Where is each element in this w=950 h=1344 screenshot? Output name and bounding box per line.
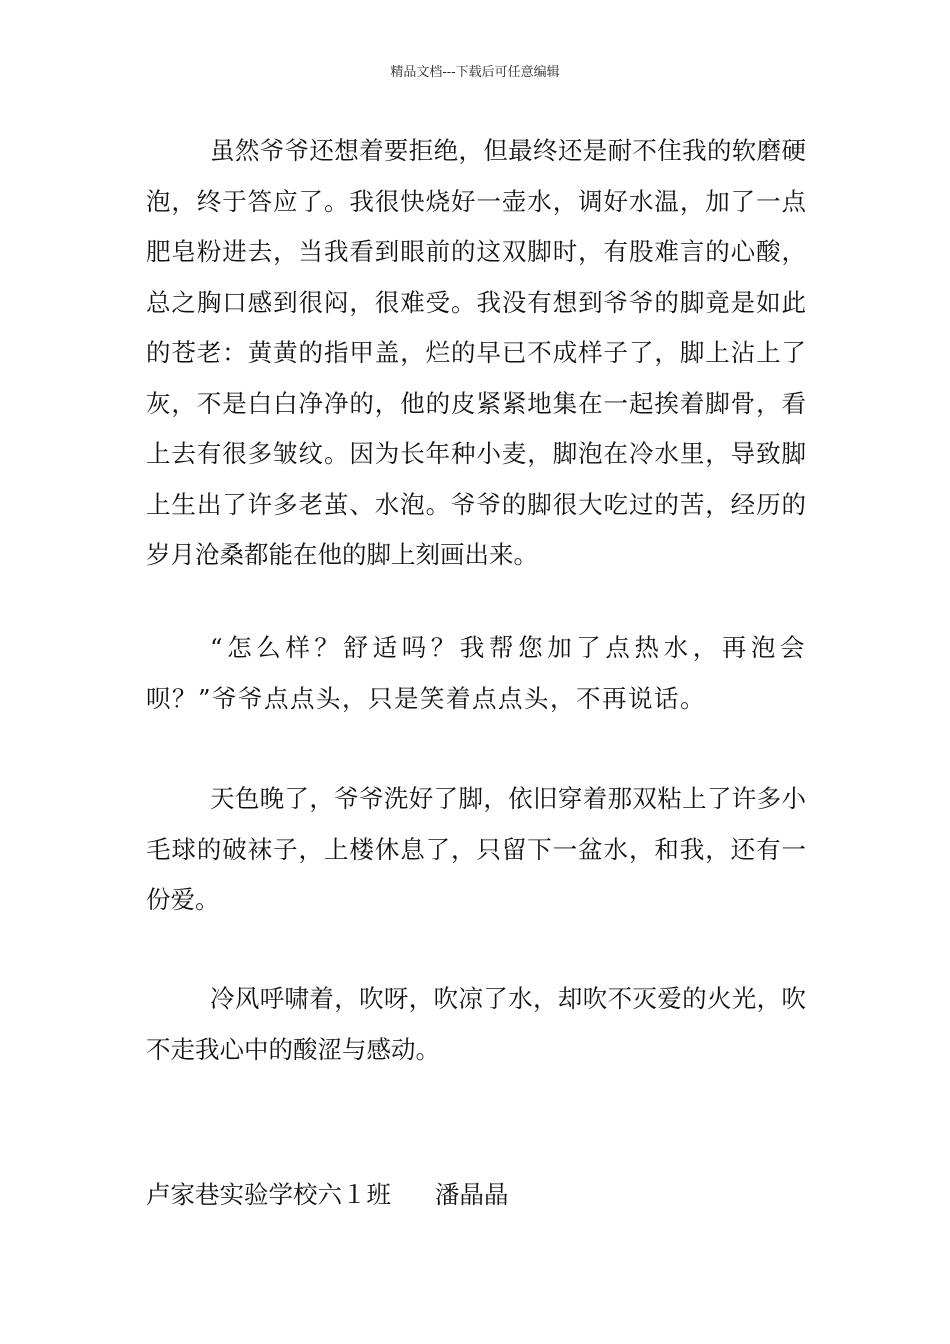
paragraph-3: 天色晚了，爷爷洗好了脚，依旧穿着那双粘上了许多小毛球的破袜子，上楼休息了，只留下一盆水，和我，还有一份爱。 (146, 784, 806, 914)
signature-line (146, 1170, 509, 1220)
school-name: 卢家巷实验学校六１班 (146, 1180, 391, 1209)
paragraph-1: 虽然爷爷还想着要拒绝，但最终还是耐不住我的软磨硬泡，终于答应了。我很快烧好一壶水，调好水温，加了一点肥皂粉进去，当我看到眼前的这双脚时，有股难言的心酸，总之胸口感到很闷，很难受。我没有想到爷爷的脚竟是如此的苍老：黄黄的指甲盖，烂的早已不成样子了，脚上沾上了灰，不是白白净净的，他的皮紧紧地集在一起挨着脚骨，看上去有很多皱纹。因为长年种小麦，脚泡在冷水里，导致脚上生出了许多老茧、水泡。爷爷的脚很大吃过的苦，经历的岁月沧桑都能在他的脚上刻画出来。 (146, 136, 806, 569)
paragraph-4: 冷风呼啸着，吹呀，吹凉了水，却吹不灭爱的火光，吹不走我心中的酸涩与感动。 (146, 984, 806, 1064)
page-header: 精品文档---下载后可任意编辑 (390, 65, 560, 80)
paragraph-2: “怎么样？舒适吗？我帮您加了点热水，再泡会呗？”爷爷点点头，只是笑着点点头，不再说话。 (146, 633, 806, 713)
author-name: 潘晶晶 (435, 1180, 509, 1209)
